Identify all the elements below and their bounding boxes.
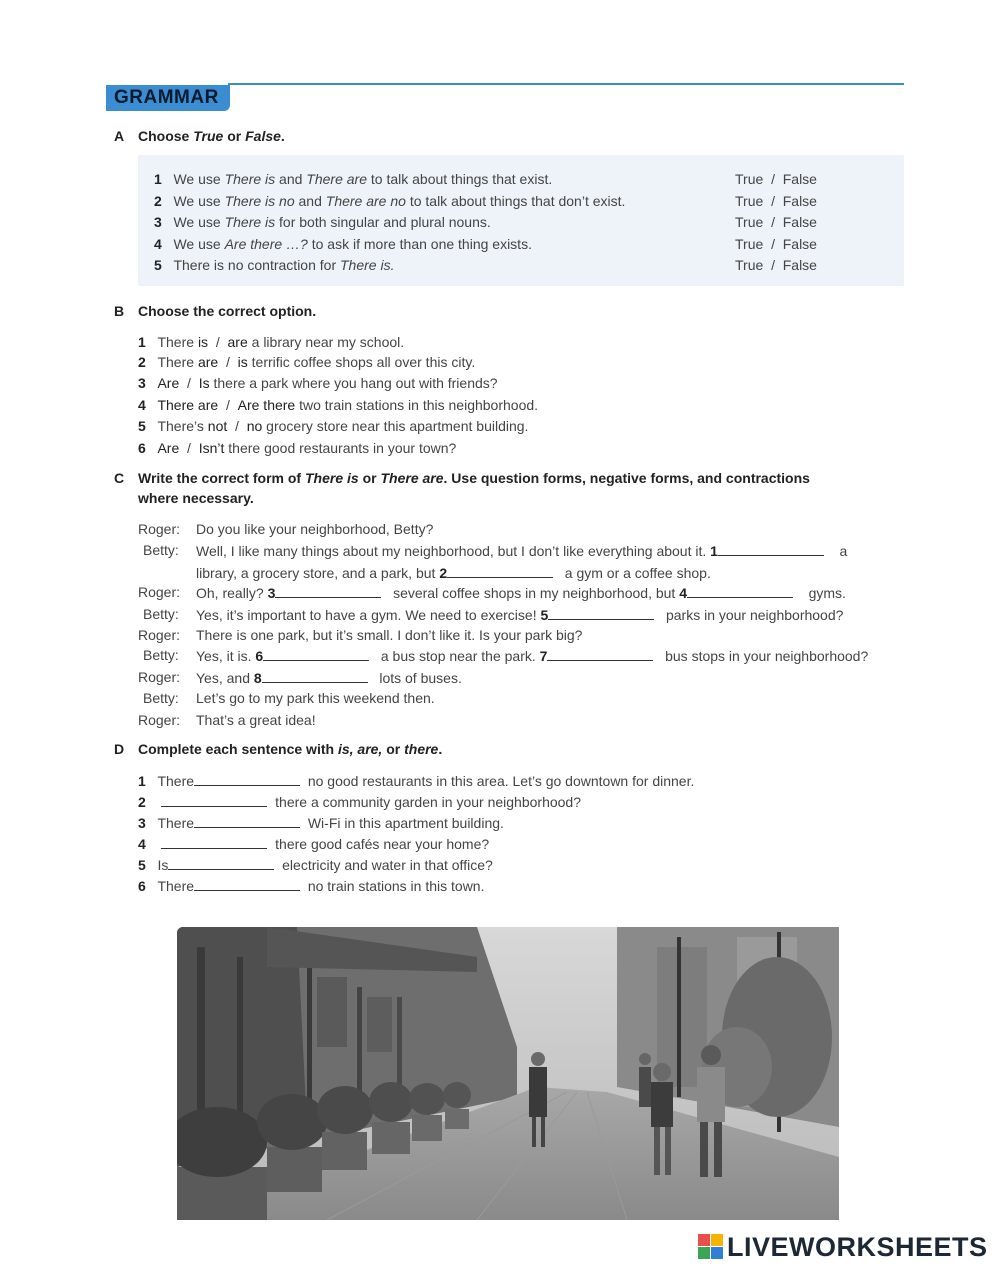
option-a[interactable]: is — [197, 334, 209, 350]
option-a[interactable]: not — [207, 418, 228, 434]
dialogue-line: Yes, and 8 lots of buses. — [196, 670, 462, 686]
section-a-title: Choose True or False. — [138, 128, 285, 144]
option-b[interactable]: is — [237, 354, 248, 370]
option-item: 6 Are / Isn’t there good restaurants in your town? — [138, 440, 457, 456]
true-option[interactable]: True — [735, 214, 764, 230]
option-a[interactable]: are — [197, 354, 219, 370]
true-option[interactable]: True — [735, 257, 764, 273]
true-option[interactable]: True — [735, 236, 764, 252]
speaker-label: Betty: — [143, 647, 179, 663]
speaker-label: Roger: — [138, 669, 181, 685]
section-d-title: Complete each sentence with is, are, or there. — [138, 741, 443, 757]
option-item: 5 There’s not / no grocery store near this apartment building. — [138, 418, 529, 434]
tf-options: True / False — [735, 236, 817, 252]
tf-options: True / False — [735, 193, 817, 209]
answer-blank-8[interactable] — [262, 668, 368, 683]
answer-blank-5[interactable] — [548, 605, 654, 620]
liveworksheets-logo: LIVEWORKSHEETS — [698, 1233, 988, 1261]
false-option[interactable]: False — [782, 214, 817, 230]
dialogue-line: Do you like your neighborhood, Betty? — [196, 521, 434, 537]
speaker-label: Roger: — [138, 584, 181, 600]
dialogue-line: library, a grocery store, and a park, but 2 a gym or a coffee shop. — [196, 565, 711, 581]
answer-blank-6[interactable] — [263, 646, 369, 661]
speaker-label: Betty: — [143, 690, 179, 706]
option-item: 4 There are / Are there two train stations in this neighborhood. — [138, 397, 539, 413]
speaker-label: Betty: — [143, 542, 179, 558]
fill-blank[interactable] — [161, 792, 267, 807]
tf-item: 1 We use There is and There are to talk about things that exist. — [154, 171, 553, 187]
fill-blank[interactable] — [194, 813, 300, 828]
section-c-title-line2: where necessary. — [138, 490, 254, 506]
tf-item: 5 There is no contraction for There is. — [154, 257, 395, 273]
section-d-letter: D — [114, 741, 125, 757]
street-photo — [177, 927, 839, 1220]
section-b-title: Choose the correct option. — [138, 303, 317, 319]
fill-blank[interactable] — [194, 876, 300, 891]
false-option[interactable]: False — [782, 193, 817, 209]
option-item: 3 Are / Is there a park where you hang out with friends? — [138, 375, 498, 391]
answer-blank-4[interactable] — [687, 583, 793, 598]
answer-blank-2[interactable] — [447, 563, 553, 578]
dialogue-line: Oh, really? 3 several coffee shops in my neighborhood, but 4 gyms. — [196, 585, 846, 601]
option-b[interactable]: are — [227, 334, 248, 350]
section-c-title: Write the correct form of There is or There are. Use question forms, negative forms, and contractions — [138, 470, 810, 486]
section-b-letter: B — [114, 303, 125, 319]
section-c-letter: C — [114, 470, 125, 486]
speaker-label: Betty: — [143, 606, 179, 622]
false-option[interactable]: False — [782, 171, 817, 187]
fill-item: 4 there good cafés near your home? — [138, 836, 490, 852]
dialogue-line: Yes, it is. 6 a bus stop near the park. 7 bus stops in your neighborhood? — [196, 648, 869, 664]
true-option[interactable]: True — [735, 171, 764, 187]
dialogue-line: There is one park, but it’s small. I don’t like it. Is your park big? — [196, 627, 583, 643]
option-b[interactable]: Isn’t — [198, 440, 225, 456]
tf-options: True / False — [735, 171, 817, 187]
dialogue-line: Well, I like many things about my neighborhood, but I don’t like everything about it. 1 a — [196, 543, 848, 559]
fill-item: 2 there a community garden in your neighborhood? — [138, 794, 582, 810]
tf-item: 3 We use There is for both singular and plural nouns. — [154, 214, 491, 230]
fill-item: 1 There no good restaurants in this area. Let’s go downtown for dinner. — [138, 773, 695, 789]
speaker-label: Roger: — [138, 712, 181, 728]
fill-blank[interactable] — [168, 855, 274, 870]
option-item: 1 There is / are a library near my school. — [138, 334, 405, 350]
answer-blank-3[interactable] — [275, 583, 381, 598]
option-b[interactable]: no — [246, 418, 263, 434]
header-rule — [228, 83, 904, 85]
section-a-letter: A — [114, 128, 125, 144]
option-b[interactable]: Are there — [237, 397, 296, 413]
option-a[interactable]: Are — [157, 375, 180, 391]
grammar-badge: GRAMMAR — [106, 85, 230, 111]
tf-item: 2 We use There is no and There are no to talk about things that don’t exist. — [154, 193, 626, 209]
option-b[interactable]: Is — [198, 375, 210, 391]
tf-options: True / False — [735, 214, 817, 230]
fill-item: 3 There Wi-Fi in this apartment building. — [138, 815, 504, 831]
tf-item: 4 We use Are there …? to ask if more than one thing exists. — [154, 236, 532, 252]
option-item: 2 There are / is terrific coffee shops all over this city. — [138, 354, 476, 370]
speaker-label: Roger: — [138, 627, 181, 643]
option-a[interactable]: Are — [157, 440, 180, 456]
street-scene-illustration — [177, 927, 839, 1220]
dialogue-line: That’s a great idea! — [196, 712, 316, 728]
dialogue-line: Let’s go to my park this weekend then. — [196, 690, 435, 706]
true-option[interactable]: True — [735, 193, 764, 209]
answer-blank-1[interactable] — [718, 541, 824, 556]
false-option[interactable]: False — [782, 236, 817, 252]
fill-blank[interactable] — [194, 771, 300, 786]
fill-blank[interactable] — [161, 834, 267, 849]
speaker-label: Roger: — [138, 521, 181, 537]
option-a[interactable]: There are — [157, 397, 219, 413]
fill-item: 5 Is electricity and water in that office? — [138, 857, 493, 873]
false-option[interactable]: False — [782, 257, 817, 273]
dialogue-line: Yes, it’s important to have a gym. We need to exercise! 5 parks in your neighborhood? — [196, 607, 844, 623]
answer-blank-7[interactable] — [547, 646, 653, 661]
tf-options: True / False — [735, 257, 817, 273]
fill-item: 6 There no train stations in this town. — [138, 878, 485, 894]
logo-badge-icon — [698, 1234, 724, 1260]
